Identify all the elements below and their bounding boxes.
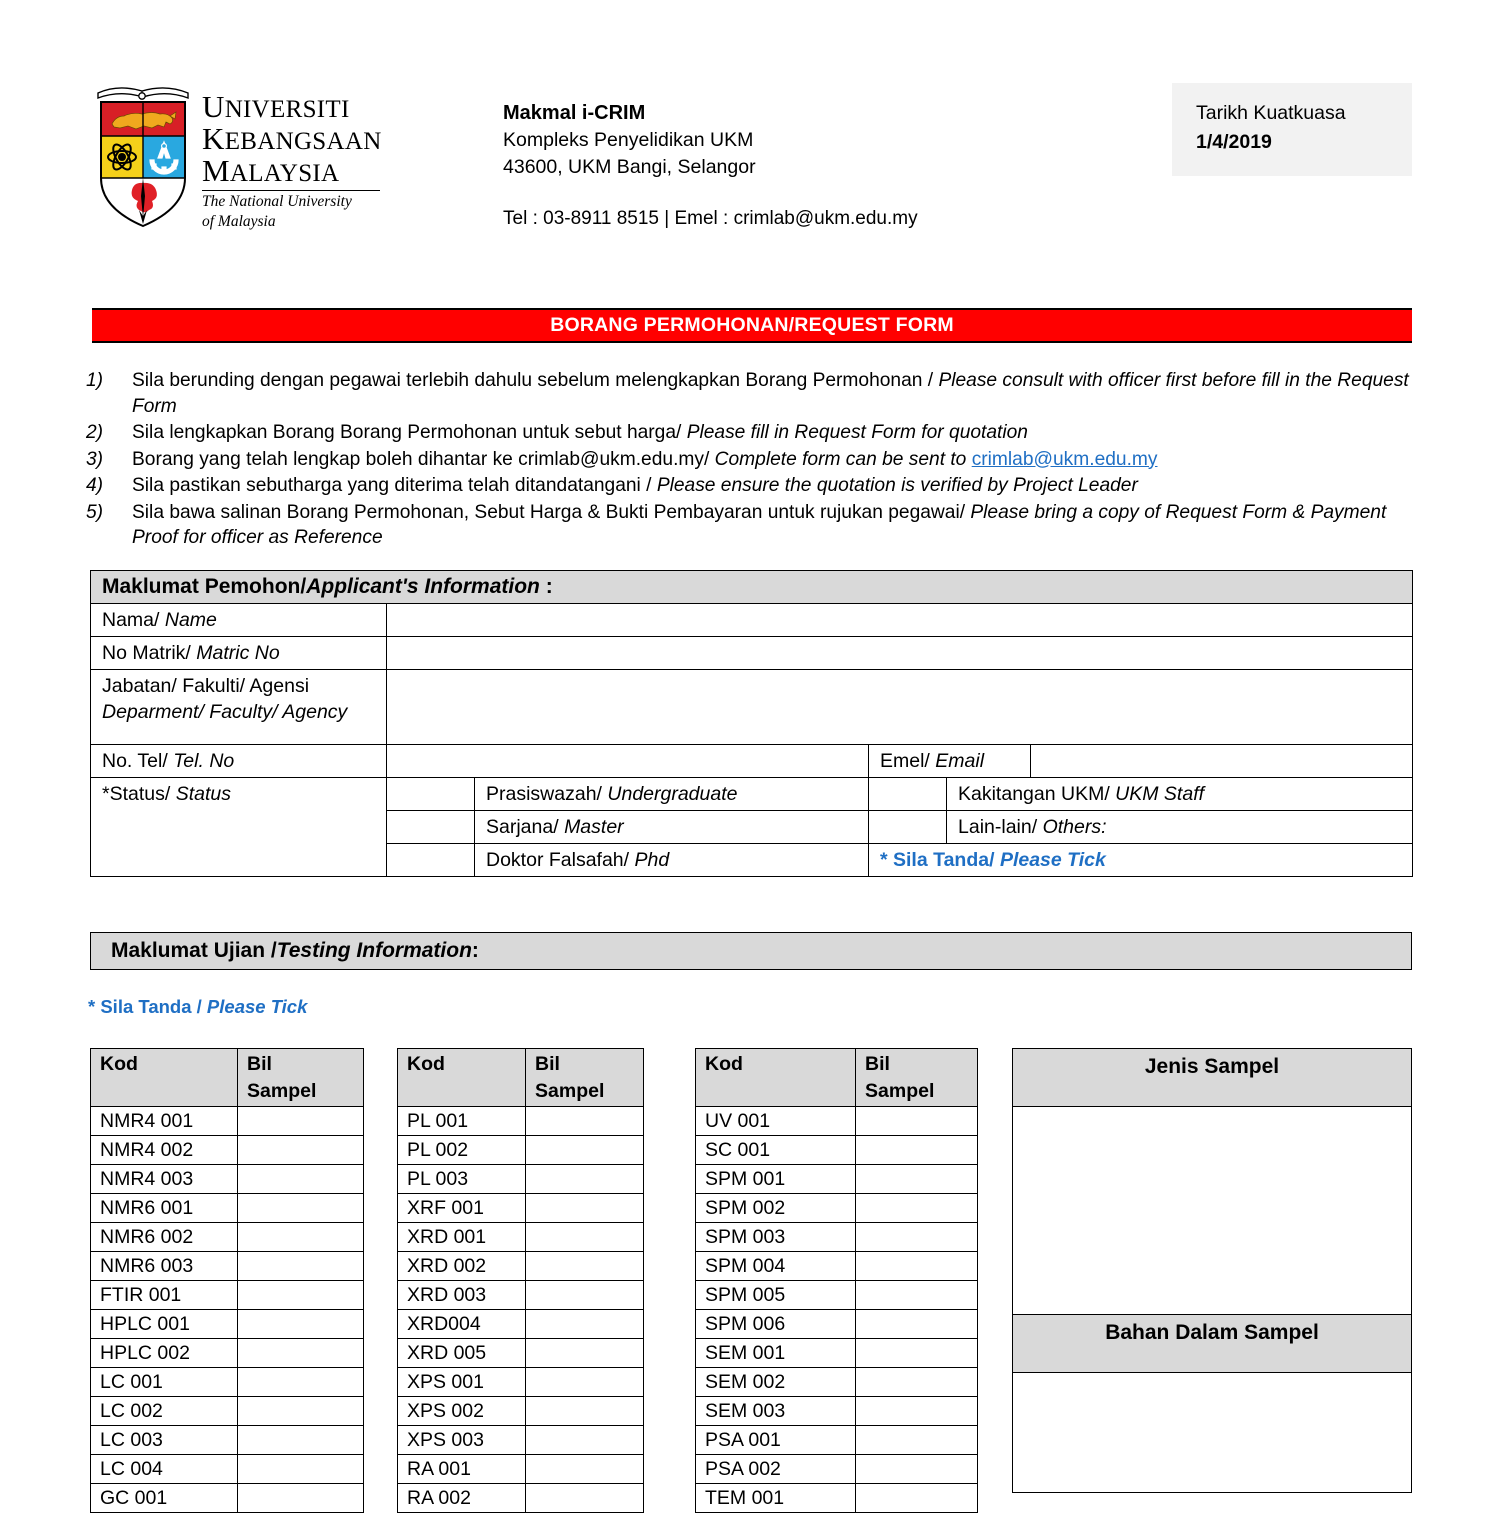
code-table-row	[398, 1165, 644, 1194]
instruction-text-en: Please ensure the quotation is verified by Project Leader	[656, 475, 1138, 496]
instruction-text-en: Complete form can be sent to	[714, 448, 972, 470]
applicant-section-header-row	[91, 571, 1413, 604]
name-label-ms: Nama/	[102, 609, 165, 631]
bahan-dalam-sampel-input[interactable]	[1013, 1373, 1412, 1493]
jenis-sampel-value-row	[1013, 1107, 1412, 1315]
sample-count-cell[interactable]	[526, 1194, 644, 1223]
crimlab-email-link[interactable]: crimlab@ukm.edu.my	[971, 448, 1158, 470]
lab-address-line-2: 43600, UKM Bangi, Selangor	[503, 156, 756, 178]
code-table-row	[91, 1223, 364, 1252]
code-cell: SPM 003	[696, 1223, 856, 1252]
code-table-row	[696, 1107, 978, 1136]
status-option-master-ms: Sarjana/	[486, 816, 565, 838]
instruction-item	[84, 420, 1424, 446]
sample-count-column-header: Bil Sampel	[238, 1049, 364, 1107]
code-cell: LC 002	[91, 1397, 238, 1426]
code-table-row	[398, 1368, 644, 1397]
sample-count-cell[interactable]	[856, 1484, 978, 1513]
instruction-item	[84, 473, 1424, 499]
code-column-header: Kod	[91, 1049, 238, 1107]
sample-count-cell[interactable]	[526, 1165, 644, 1194]
instruction-text-en: Please consult with officer first before fill in the Request Form	[132, 370, 1409, 417]
code-cell: SPM 004	[696, 1252, 856, 1281]
sample-count-cell[interactable]	[526, 1252, 644, 1281]
code-table-row	[398, 1426, 644, 1455]
sample-count-cell[interactable]	[526, 1455, 644, 1484]
status-option-phd	[475, 844, 869, 877]
lab-address-block	[503, 100, 756, 181]
sample-count-cell[interactable]	[856, 1107, 978, 1136]
email-label-ms: Emel/	[880, 750, 936, 772]
lab-address-line-1: Kompleks Penyelidikan UKM	[503, 129, 754, 151]
sample-count-cell[interactable]	[856, 1252, 978, 1281]
status-tick-note	[869, 844, 1413, 877]
code-cell: PL 001	[398, 1107, 526, 1136]
code-column-header: Kod	[696, 1049, 856, 1107]
status-option-others-ms: Lain-lain/	[958, 816, 1043, 838]
code-table-row	[91, 1107, 364, 1136]
status-option-ukm-staff-en: UKM Staff	[1115, 783, 1205, 805]
name-label	[91, 604, 387, 637]
effective-date-value: 1/4/2019	[1196, 131, 1272, 153]
sample-count-cell[interactable]	[526, 1368, 644, 1397]
code-cell: XRD 003	[398, 1281, 526, 1310]
code-table-row	[91, 1484, 364, 1513]
instruction-number: 4)	[86, 475, 104, 496]
test-code-table-1-body	[91, 1049, 364, 1513]
code-table-row	[696, 1136, 978, 1165]
code-cell: XPS 002	[398, 1397, 526, 1426]
status-label-en: Status	[175, 783, 232, 805]
code-cell: SEM 003	[696, 1397, 856, 1426]
sample-count-cell[interactable]	[526, 1397, 644, 1426]
instruction-text-en: Please fill in Request Form for quotation	[686, 422, 1028, 443]
status-option-master	[475, 811, 869, 844]
code-cell: RA 002	[398, 1484, 526, 1513]
code-cell: NMR4 002	[91, 1136, 238, 1165]
status-option-others-en: Others:	[1042, 816, 1107, 838]
sample-count-cell[interactable]	[856, 1455, 978, 1484]
code-table-row	[398, 1281, 644, 1310]
page-header	[0, 0, 1500, 290]
instruction-number: 1)	[86, 370, 104, 391]
code-table-row	[696, 1165, 978, 1194]
sample-count-cell[interactable]	[238, 1165, 364, 1194]
status-label-ms: *Status/	[102, 783, 176, 805]
test-code-table-2	[397, 1048, 644, 1513]
instruction-text-ms: Sila pastikan sebutharga yang diterima telah ditandatangani /	[132, 475, 657, 496]
code-cell: PSA 001	[696, 1426, 856, 1455]
sample-count-cell[interactable]	[238, 1397, 364, 1426]
code-cell: NMR4 003	[91, 1165, 238, 1194]
code-cell: HPLC 002	[91, 1339, 238, 1368]
matric-label	[91, 637, 387, 670]
sample-count-cell[interactable]	[238, 1310, 364, 1339]
email-input-cell[interactable]	[1031, 745, 1413, 778]
code-cell: XRD 005	[398, 1339, 526, 1368]
sample-count-cell[interactable]	[856, 1165, 978, 1194]
sample-count-cell[interactable]	[238, 1281, 364, 1310]
status-option-undergraduate-en: Undergraduate	[607, 783, 738, 805]
jenis-sampel-header: Jenis Sampel	[1013, 1049, 1412, 1107]
code-cell: LC 003	[91, 1426, 238, 1455]
code-table-row	[398, 1136, 644, 1165]
code-cell: SEM 002	[696, 1368, 856, 1397]
instruction-text	[132, 500, 1424, 551]
code-table-row	[696, 1339, 978, 1368]
sample-count-cell[interactable]	[526, 1484, 644, 1513]
status-option-phd-en: Phd	[634, 849, 670, 871]
code-table-header-row	[696, 1049, 978, 1107]
status-option-undergraduate-ms: Prasiswazah/	[486, 783, 608, 805]
instruction-text-en: Please bring a copy of Request Form & Payment Proof for officer as Reference	[132, 501, 1387, 548]
applicant-information-table	[90, 570, 1413, 877]
code-table-row	[91, 1194, 364, 1223]
sample-count-cell[interactable]	[856, 1339, 978, 1368]
status-checkbox-undergraduate[interactable]	[387, 778, 475, 811]
code-table-row	[91, 1252, 364, 1281]
testing-section-title-ms: Maklumat Ujian /	[111, 939, 277, 962]
instruction-number: 5)	[86, 501, 104, 523]
status-tick-note-en: Please Tick	[999, 849, 1106, 871]
status-checkbox-others[interactable]	[869, 811, 947, 844]
sample-count-cell[interactable]	[856, 1426, 978, 1455]
instruction-text	[132, 473, 1424, 499]
sample-count-cell[interactable]	[238, 1426, 364, 1455]
code-cell: NMR4 001	[91, 1107, 238, 1136]
code-cell: LC 001	[91, 1368, 238, 1397]
instruction-text-ms: Borang yang telah lengkap boleh dihantar ke crimlab@ukm.edu.my/	[132, 448, 715, 470]
testing-section-title-suffix: :	[471, 939, 479, 962]
code-table-row	[696, 1223, 978, 1252]
code-cell: SPM 006	[696, 1310, 856, 1339]
department-label	[91, 670, 387, 745]
department-label-en: Deparment/ Faculty/ Agency	[102, 701, 348, 723]
sample-count-cell[interactable]	[526, 1107, 644, 1136]
sample-count-cell[interactable]	[526, 1426, 644, 1455]
code-table-row	[696, 1455, 978, 1484]
sample-count-cell[interactable]	[238, 1252, 364, 1281]
code-cell: GC 001	[91, 1484, 238, 1513]
sample-count-cell[interactable]	[238, 1223, 364, 1252]
code-table-row	[398, 1310, 644, 1339]
effective-date-box	[1172, 83, 1412, 176]
code-cell: XPS 003	[398, 1426, 526, 1455]
code-cell: PL 003	[398, 1165, 526, 1194]
code-cell: XRD 001	[398, 1223, 526, 1252]
code-table-row	[398, 1455, 644, 1484]
instruction-text	[132, 420, 1424, 446]
code-table-row	[91, 1310, 364, 1339]
code-cell: TEM 001	[696, 1484, 856, 1513]
testing-tick-note-ms: * Sila Tanda /	[88, 996, 207, 1017]
sample-count-cell[interactable]	[238, 1368, 364, 1397]
department-label-ms: Jabatan/ Fakulti/ Agensi	[102, 675, 310, 697]
tel-input-cell[interactable]	[387, 745, 869, 778]
code-cell: NMR6 003	[91, 1252, 238, 1281]
code-table-row	[91, 1339, 364, 1368]
logo-subtitle-line-1: The National University	[202, 193, 352, 210]
sample-count-cell[interactable]	[526, 1281, 644, 1310]
applicant-department-row	[91, 670, 1413, 745]
code-cell: NMR6 001	[91, 1194, 238, 1223]
sample-count-cell[interactable]	[526, 1136, 644, 1165]
code-cell: FTIR 001	[91, 1281, 238, 1310]
effective-date-label: Tarikh Kuatkuasa	[1196, 102, 1346, 124]
sample-count-cell[interactable]	[238, 1484, 364, 1513]
ukm-crest-icon	[92, 78, 194, 230]
tel-label-ms: No. Tel/	[102, 750, 174, 772]
code-table-row	[398, 1252, 644, 1281]
status-tick-note-ms: * Sila Tanda/	[880, 849, 1000, 871]
matric-label-en: Matric No	[196, 642, 280, 664]
code-table-row	[91, 1368, 364, 1397]
instruction-item	[84, 368, 1424, 419]
test-code-table-2-body	[398, 1049, 644, 1513]
code-cell: XRF 001	[398, 1194, 526, 1223]
bahan-dalam-sampel-value-row	[1013, 1373, 1412, 1493]
status-option-phd-ms: Doktor Falsafah/	[486, 849, 635, 871]
code-table-row	[696, 1252, 978, 1281]
jenis-sampel-header-row	[1013, 1049, 1412, 1107]
status-option-ukm-staff-ms: Kakitangan UKM/	[958, 783, 1116, 805]
sample-panel	[1012, 1048, 1412, 1493]
logo-divider	[202, 190, 380, 191]
matric-input-cell[interactable]	[387, 637, 1413, 670]
email-label-en: Email	[935, 750, 985, 772]
code-cell: XPS 001	[398, 1368, 526, 1397]
sample-count-cell[interactable]	[856, 1397, 978, 1426]
status-option-master-en: Master	[564, 816, 624, 838]
code-cell: XRD004	[398, 1310, 526, 1339]
applicant-section-header	[91, 571, 1413, 604]
code-table-row	[696, 1484, 978, 1513]
sample-count-cell[interactable]	[526, 1339, 644, 1368]
code-table-row	[696, 1194, 978, 1223]
department-input-cell[interactable]	[387, 670, 1413, 745]
testing-tick-note	[88, 996, 307, 1018]
status-option-ukm-staff	[947, 778, 1413, 811]
instruction-text-ms: Sila lengkapkan Borang Borang Permohonan untuk sebut harga/	[132, 422, 687, 443]
code-table-header-row	[91, 1049, 364, 1107]
logo-name-line-2: KEBANGSAAN	[202, 121, 382, 156]
code-table-row	[398, 1223, 644, 1252]
applicant-section-title-ms: Maklumat Pemohon/	[102, 575, 307, 598]
code-table-row	[398, 1397, 644, 1426]
code-table-header-row	[398, 1049, 644, 1107]
instruction-text	[132, 447, 1424, 473]
ukm-logo	[92, 78, 392, 233]
code-table-row	[696, 1368, 978, 1397]
code-table-row	[91, 1426, 364, 1455]
instructions-list	[84, 368, 1424, 552]
applicant-section-title-en: Applicant's Information	[306, 575, 540, 598]
bahan-dalam-sampel-header-row	[1013, 1315, 1412, 1373]
instruction-text	[132, 368, 1424, 419]
code-cell: SPM 002	[696, 1194, 856, 1223]
code-cell: SC 001	[696, 1136, 856, 1165]
logo-name-line-3: MALAYSIA	[202, 153, 340, 188]
status-checkbox-phd[interactable]	[387, 844, 475, 877]
matric-label-ms: No Matrik/	[102, 642, 197, 664]
code-cell: PSA 002	[696, 1455, 856, 1484]
status-checkbox-ukm-staff[interactable]	[869, 778, 947, 811]
status-option-others	[947, 811, 1413, 844]
code-cell: SPM 005	[696, 1281, 856, 1310]
sample-count-cell[interactable]	[856, 1136, 978, 1165]
code-cell: RA 001	[398, 1455, 526, 1484]
code-table-row	[91, 1281, 364, 1310]
status-label	[91, 778, 387, 877]
sample-count-cell[interactable]	[526, 1223, 644, 1252]
sample-count-cell[interactable]	[238, 1107, 364, 1136]
code-cell: XRD 002	[398, 1252, 526, 1281]
code-table-row	[91, 1397, 364, 1426]
sample-count-cell[interactable]	[238, 1455, 364, 1484]
name-label-en: Name	[164, 609, 217, 631]
instruction-text-ms: Sila bawa salinan Borang Permohonan, Sebut Harga & Bukti Pembayaran untuk rujukan pegawai/	[132, 501, 971, 523]
instruction-number: 2)	[86, 422, 104, 443]
sample-count-cell[interactable]	[856, 1223, 978, 1252]
instruction-item	[84, 500, 1424, 551]
sample-count-cell[interactable]	[856, 1281, 978, 1310]
form-title-banner: BORANG PERMOHONAN/REQUEST FORM	[92, 308, 1412, 343]
sample-count-cell[interactable]	[238, 1339, 364, 1368]
testing-information-header	[90, 932, 1412, 970]
code-cell: SEM 001	[696, 1339, 856, 1368]
applicant-contact-row	[91, 745, 1413, 778]
sample-count-column-header: Bil Sampel	[526, 1049, 644, 1107]
test-code-table-3	[695, 1048, 978, 1513]
test-code-table-3-body	[696, 1049, 978, 1513]
sample-count-cell[interactable]	[856, 1368, 978, 1397]
code-table-row	[91, 1455, 364, 1484]
logo-name-line-1: UNIVERSITI	[202, 89, 350, 124]
instruction-text-ms: Sila berunding dengan pegawai terlebih dahulu sebelum melengkapkan Borang Permohonan /	[132, 370, 939, 391]
applicant-name-row	[91, 604, 1413, 637]
applicant-section-title-suffix: :	[539, 575, 553, 598]
code-cell: HPLC 001	[91, 1310, 238, 1339]
logo-subtitle-line-2: of Malaysia	[202, 213, 276, 230]
lab-title: Makmal i-CRIM	[503, 102, 646, 124]
testing-tick-note-en: Please Tick	[206, 996, 308, 1017]
instruction-number: 3)	[86, 448, 104, 470]
sample-count-cell[interactable]	[856, 1310, 978, 1339]
email-label	[869, 745, 1031, 778]
code-table-row	[91, 1136, 364, 1165]
sample-count-cell[interactable]	[238, 1194, 364, 1223]
code-table-row	[398, 1339, 644, 1368]
code-column-header: Kod	[398, 1049, 526, 1107]
applicant-matric-row	[91, 637, 1413, 670]
code-table-row	[398, 1484, 644, 1513]
code-table-row	[696, 1397, 978, 1426]
code-table-row	[398, 1107, 644, 1136]
jenis-sampel-input[interactable]	[1013, 1107, 1412, 1315]
sample-count-cell[interactable]	[238, 1136, 364, 1165]
code-table-row	[696, 1281, 978, 1310]
bahan-dalam-sampel-header: Bahan Dalam Sampel	[1013, 1315, 1412, 1373]
status-row-1	[91, 778, 1413, 811]
code-cell: NMR6 002	[91, 1223, 238, 1252]
code-cell: LC 004	[91, 1455, 238, 1484]
code-table-row	[696, 1310, 978, 1339]
status-checkbox-master[interactable]	[387, 811, 475, 844]
code-table-row	[398, 1194, 644, 1223]
name-input-cell[interactable]	[387, 604, 1413, 637]
testing-section-title-en: Testing Information	[276, 939, 472, 962]
code-table-row	[91, 1165, 364, 1194]
sample-count-cell[interactable]	[856, 1194, 978, 1223]
status-option-undergraduate	[475, 778, 869, 811]
code-table-row	[696, 1426, 978, 1455]
lab-contact-line: Tel : 03-8911 8515 | Emel : crimlab@ukm.edu.my	[503, 208, 918, 229]
instruction-item	[84, 447, 1424, 473]
code-cell: SPM 001	[696, 1165, 856, 1194]
tel-label	[91, 745, 387, 778]
tel-label-en: Tel. No	[173, 750, 235, 772]
ukm-logo-text	[202, 78, 382, 231]
sample-count-column-header: Bil Sampel	[856, 1049, 978, 1107]
code-cell: PL 002	[398, 1136, 526, 1165]
sample-count-cell[interactable]	[526, 1310, 644, 1339]
test-code-table-1	[90, 1048, 364, 1513]
code-cell: UV 001	[696, 1107, 856, 1136]
